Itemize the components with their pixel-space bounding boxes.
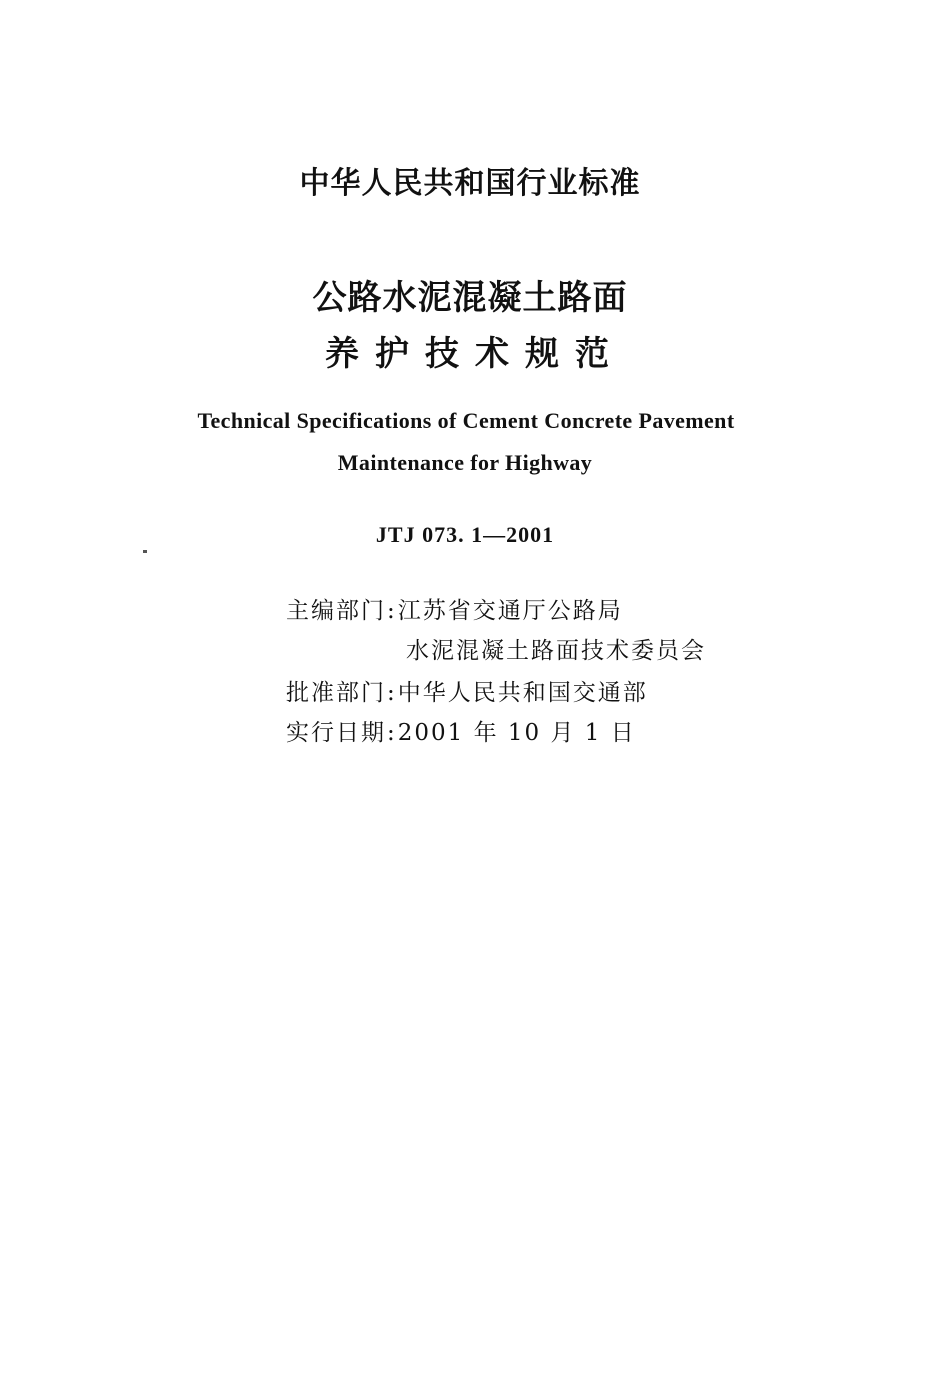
editor-row-2 [406,632,706,665]
effective-date-value: 2001 年 10 月 1 日 [397,720,636,746]
effective-date-label: 实行日期 [286,720,386,746]
editor-value-1: 江苏省交通厅公路局 [397,598,623,624]
english-title-line-1: Technical Specifications of Cement Concrete Pavement [197,408,735,433]
title-line-1: 公路水泥混凝土路面 [312,278,628,318]
standard-code: JTJ 073. 1—2001 [375,522,555,547]
approver-separator: : [387,680,397,706]
standard-category-header: 中华人民共和国行业标准 [299,166,641,201]
editor-separator: : [387,598,397,624]
approver-value: 中华人民共和国交通部 [397,680,648,706]
approver-label: 批准部门 [286,680,386,706]
editor-value-2: 水泥混凝土路面技术委员会 [406,638,706,664]
effective-date-separator: : [387,720,397,746]
title-line-2: 养护技术规范 [325,334,625,374]
editor-label: 主编部门 [286,598,386,624]
effective-date-row [286,714,636,747]
approver-row [286,674,648,707]
editor-row [286,592,623,625]
scan-speck [143,550,147,553]
english-title-line-2: Maintenance for Highway [337,450,593,475]
